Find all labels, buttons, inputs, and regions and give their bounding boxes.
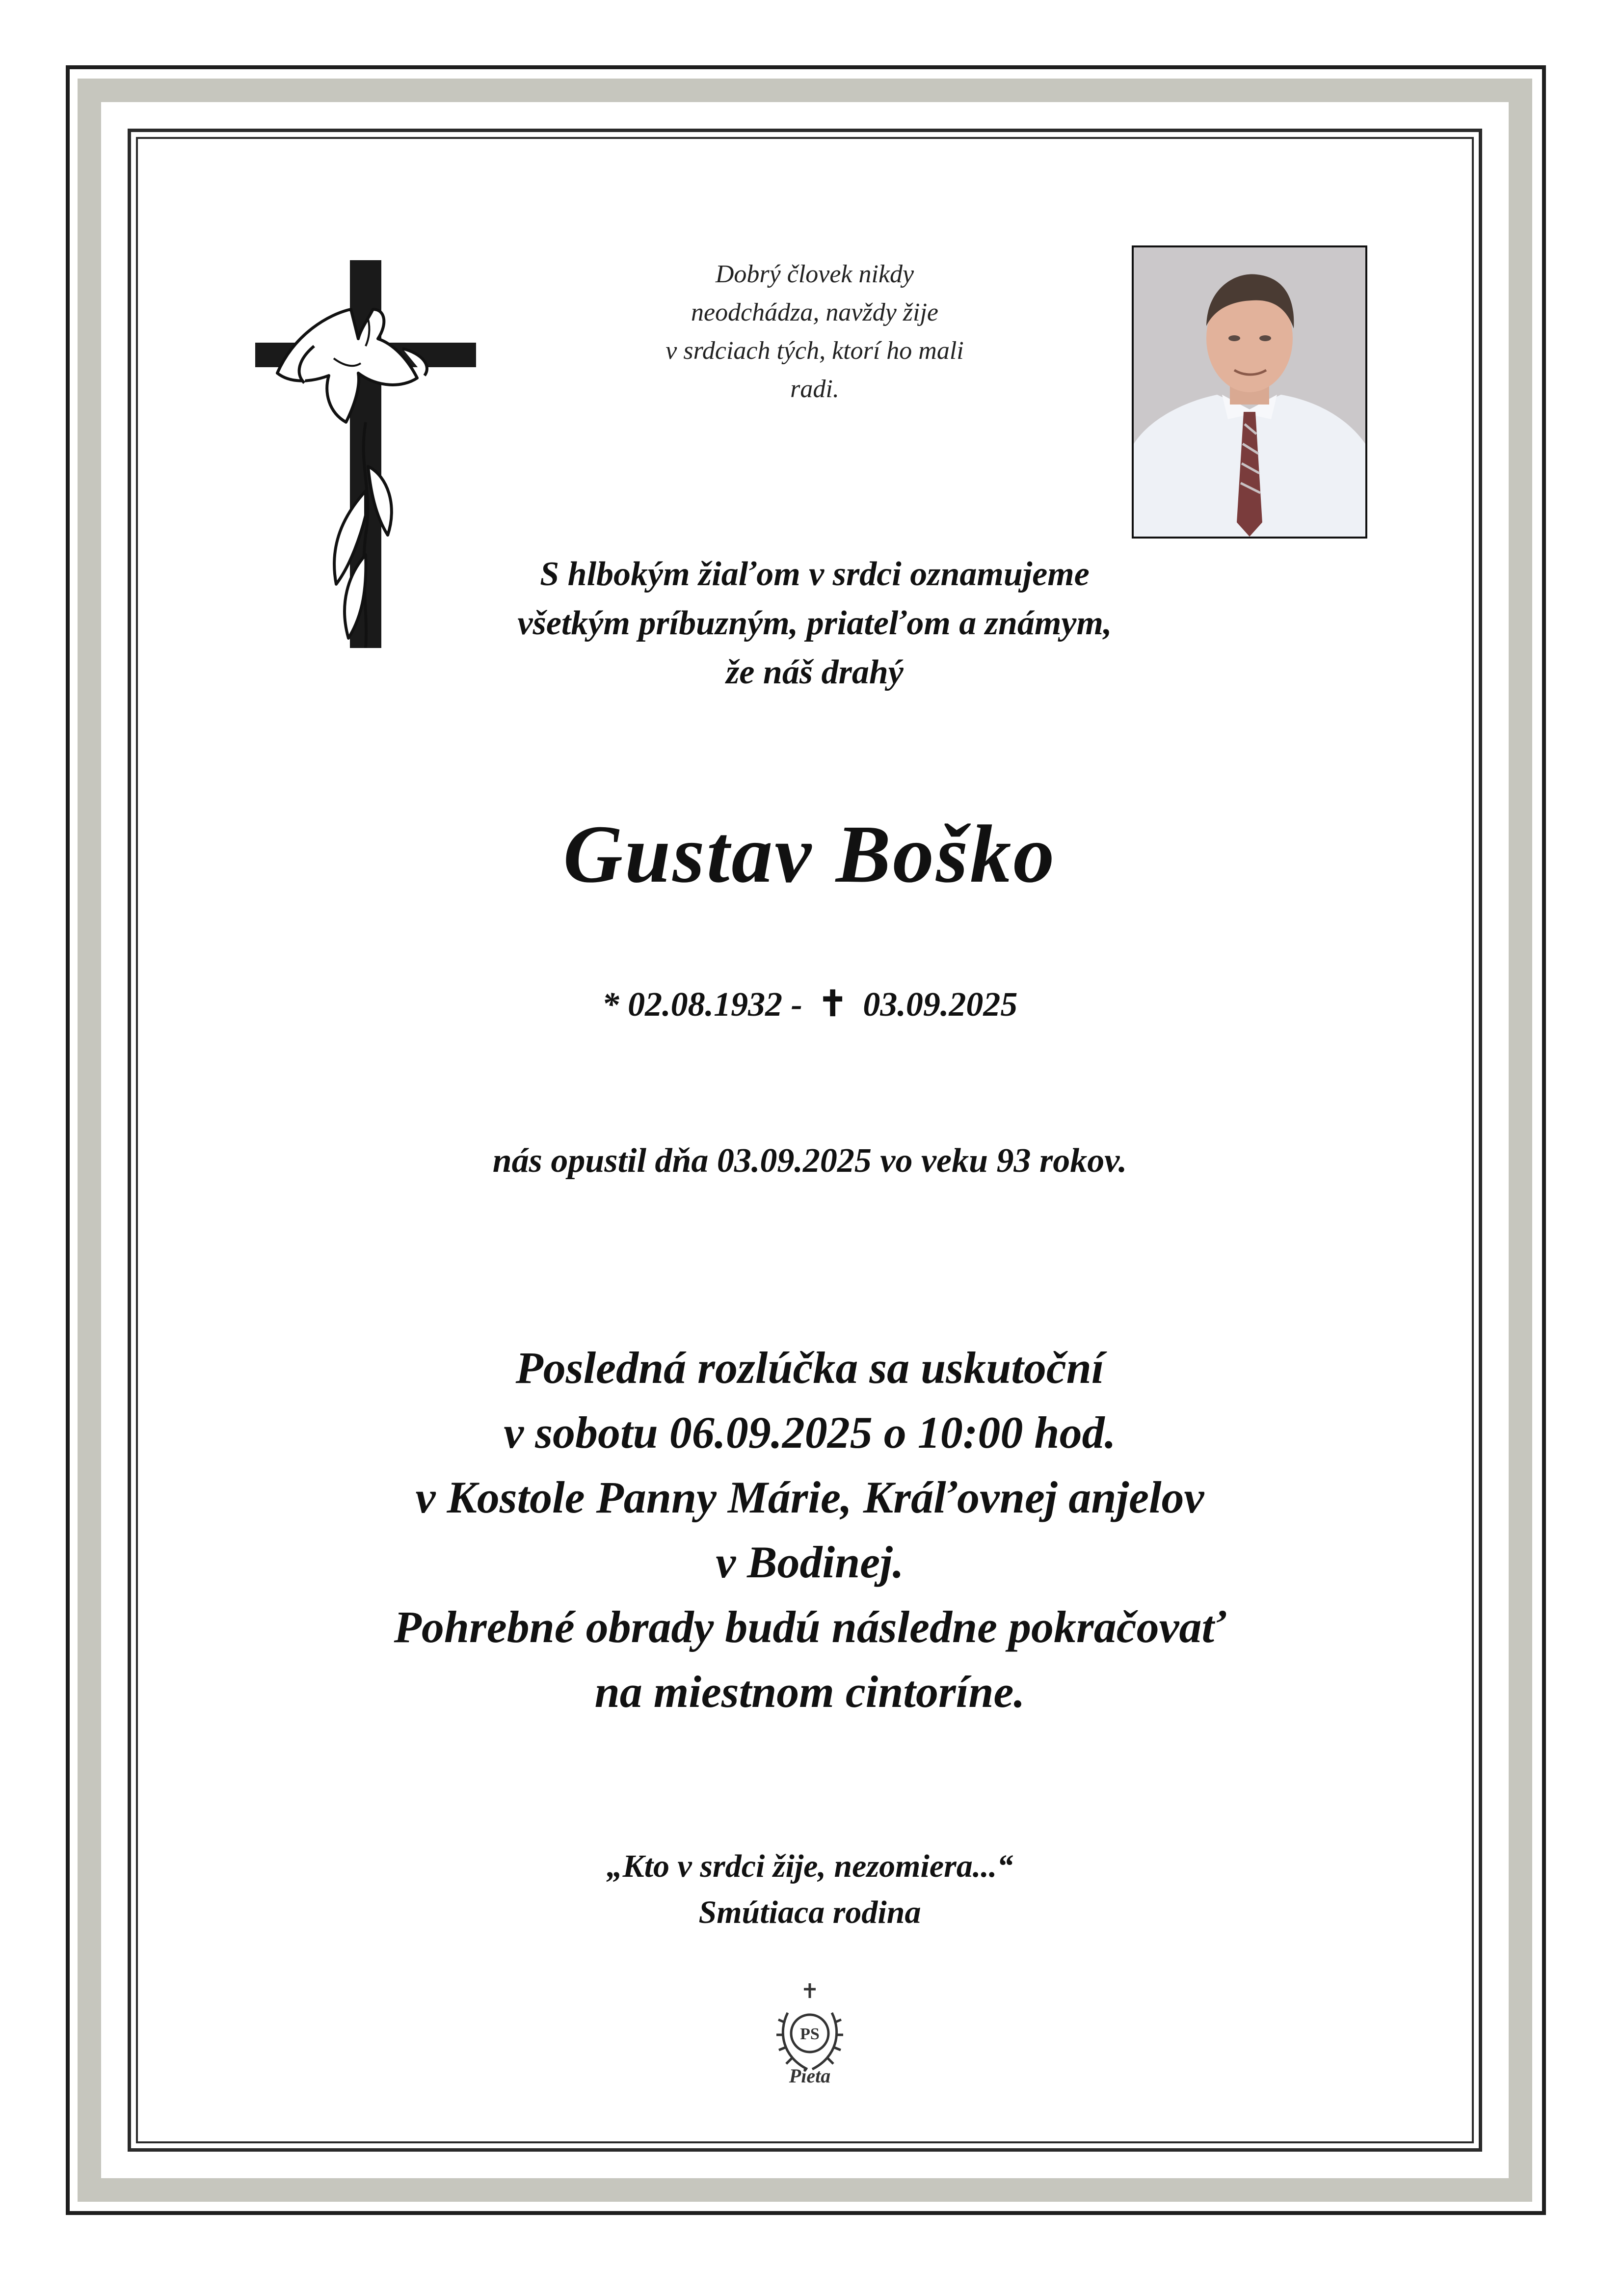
- logo-caption: Pieta: [789, 2065, 831, 2087]
- life-dates: [491, 979, 1129, 1029]
- closing-block: [442, 1843, 1178, 1936]
- announcement-line: že náš drahý: [726, 653, 904, 691]
- announcement-text: [373, 550, 1256, 697]
- funeral-details: [196, 1335, 1423, 1724]
- closing-quote: „Kto v srdci žije, nezomiera...“: [606, 1848, 1013, 1884]
- funeral-line: Pohrebné obrady budú následne pokračovať: [394, 1602, 1226, 1652]
- announcement-line: všetkým príbuzným, priateľom a známym,: [517, 604, 1112, 642]
- portrait-photo: [1132, 245, 1367, 539]
- funeral-line: na miestnom cintoríne.: [594, 1667, 1025, 1717]
- top-quote-line: Dobrý človek nikdy: [715, 260, 914, 288]
- funeral-line: v Kostole Panny Márie, Kráľovnej anjelov: [415, 1472, 1204, 1522]
- funeral-line: v sobotu 06.09.2025 o 10:00 hod.: [504, 1407, 1116, 1458]
- logo-monogram: PS: [800, 2025, 820, 2043]
- top-quote-line: radi.: [790, 375, 839, 403]
- funeral-line: v Bodinej.: [716, 1537, 904, 1587]
- announcement-line: S hlbokým žiaľom v srdci oznamujeme: [540, 555, 1090, 593]
- signature: Smútiaca rodina: [698, 1894, 921, 1930]
- top-quote-line: neodchádza, navždy žije: [691, 298, 938, 326]
- birth-date: 02.08.1932 -: [628, 986, 802, 1024]
- portrait-photo-icon: [1134, 247, 1365, 537]
- birth-prefix: *: [602, 986, 619, 1024]
- deceased-name: Gustav Boško: [563, 809, 1057, 900]
- top-quote-line: v srdciach tých, ktorí ho mali: [665, 337, 964, 365]
- funeral-line: Posledná rozlúčka sa uskutoční: [515, 1343, 1104, 1393]
- top-quote: [559, 255, 1070, 408]
- passed-away-text: nás opustil dňa 03.09.2025 vo veku 93 rokov.: [492, 1142, 1127, 1180]
- death-date: 03.09.2025: [863, 986, 1018, 1024]
- death-cross-icon: ✝: [818, 984, 848, 1024]
